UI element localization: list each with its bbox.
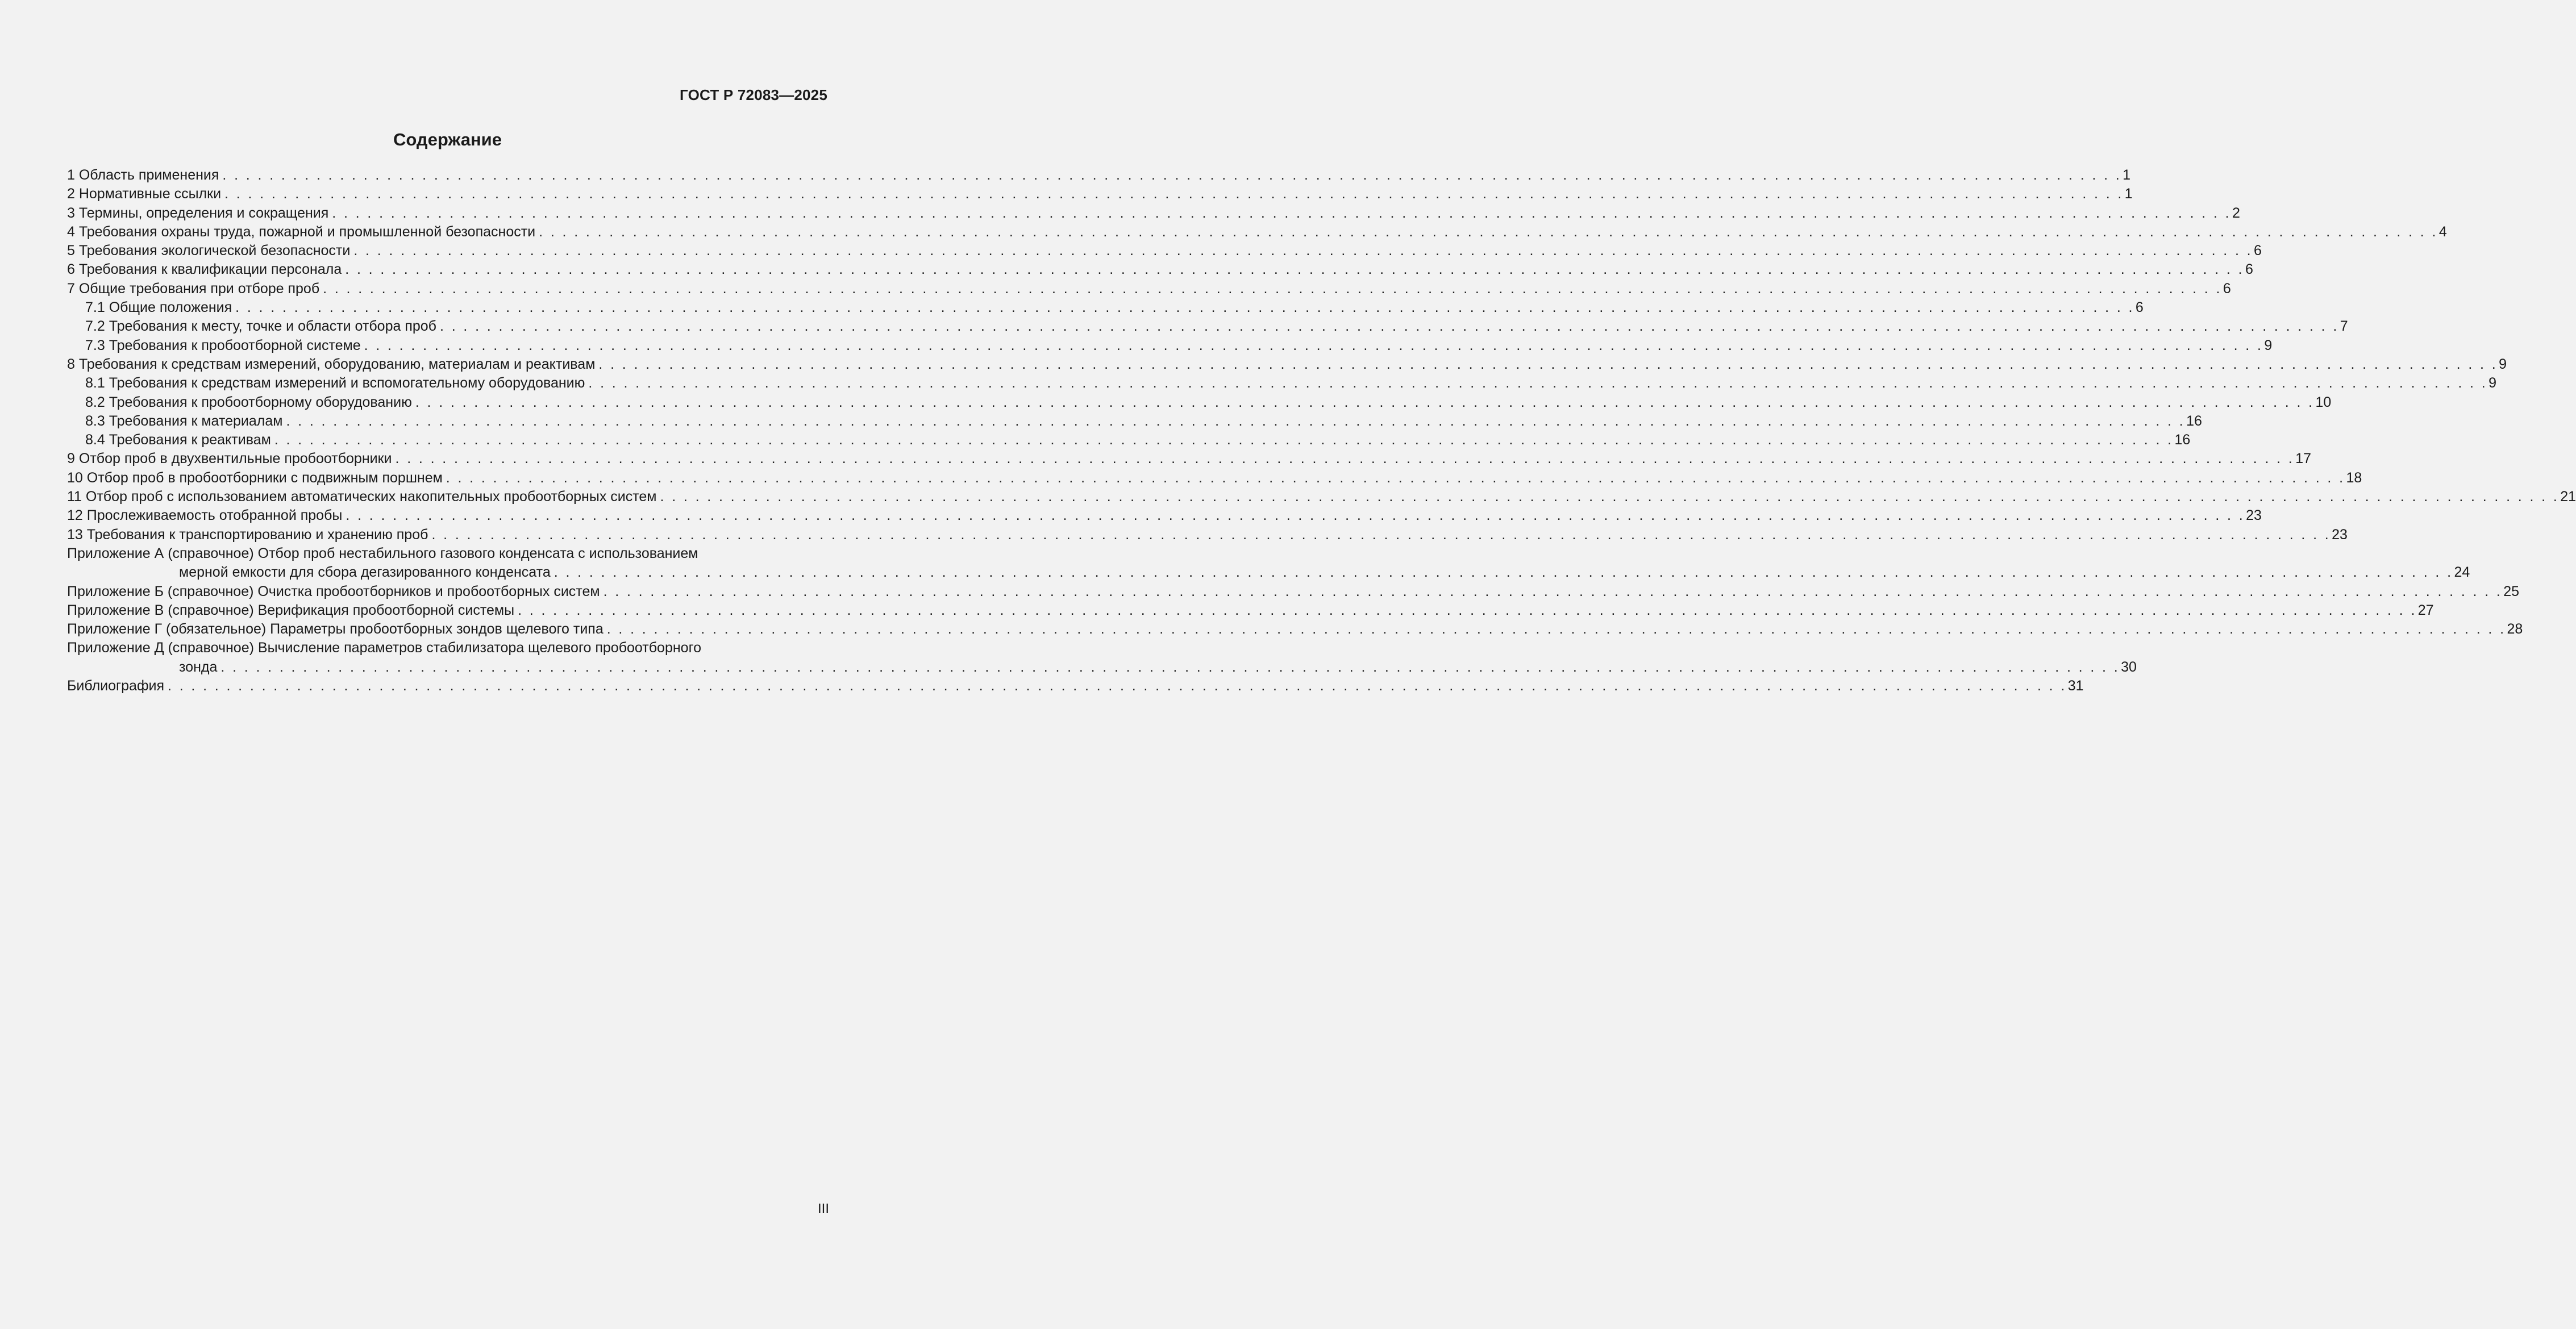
toc-dot-leader — [392, 449, 2295, 468]
toc-entry-page: 7 — [2340, 318, 2348, 335]
toc-entry-page: 4 — [2438, 223, 2447, 240]
toc-entry-page: 2 — [2232, 205, 2240, 221]
toc-entry-text: 12 Прослеживаемость отобранной пробы — [67, 507, 343, 524]
toc-subentry[interactable] — [67, 374, 2496, 393]
toc-dot-leader — [361, 336, 2263, 355]
toc-entry-page: 25 — [2503, 583, 2520, 599]
toc-entry-page: 23 — [2332, 526, 2348, 543]
toc-appendix-b[interactable] — [67, 582, 2520, 601]
toc-entry-text: 7 Общие требования при отборе проб — [67, 280, 320, 297]
toc-entry-text: Приложение Г (обязательное) Параметры пробоотборных зондов щелевого типа — [67, 621, 604, 638]
toc-dot-leader — [164, 677, 2067, 695]
toc-dot-leader — [282, 412, 2185, 431]
toc-entry-page: 16 — [2186, 413, 2202, 429]
toc-entry-text: 8.4 Требования к реактивам — [85, 432, 271, 448]
toc-entry-page: 6 — [2254, 243, 2262, 259]
toc-entry-text: 3 Термины, определения и сокращения — [67, 205, 329, 221]
toc-subentry[interactable] — [67, 431, 2191, 449]
toc-entry-page: 28 — [2507, 621, 2523, 638]
toc-entry-page: 9 — [2499, 356, 2507, 372]
toc-entry[interactable] — [67, 204, 2240, 223]
toc-dot-leader — [217, 658, 2120, 677]
toc-entry-text: 7.3 Требования к пробоотборной системе — [85, 337, 361, 353]
toc-dot-leader — [657, 488, 2560, 506]
toc-entry-page: 30 — [2121, 659, 2137, 675]
toc-entry-page: 6 — [2245, 261, 2253, 278]
toc-entry-text: Библиография — [67, 678, 165, 694]
toc-dot-leader — [535, 223, 2438, 241]
toc-dot-leader — [428, 526, 2331, 544]
toc-entry-page: 9 — [2264, 337, 2273, 353]
toc-entry-page: 21 — [2560, 489, 2576, 505]
toc-dot-leader — [342, 506, 2245, 525]
toc-dot-leader — [350, 241, 2253, 260]
toc-entry[interactable] — [67, 526, 2348, 544]
toc-entry-page: 16 — [2174, 432, 2191, 448]
page-number: III — [817, 1201, 829, 1216]
toc-dot-leader — [443, 469, 2345, 488]
toc-dot-leader — [221, 185, 2124, 203]
toc-entry-page: 18 — [2346, 469, 2362, 486]
toc-bibliography[interactable] — [67, 677, 2084, 695]
toc-entry[interactable] — [67, 280, 2231, 298]
toc-appendix-d[interactable] — [67, 639, 2137, 677]
toc-entry-text: Приложение В (справочное) Верификация пробоотборной системы — [67, 602, 515, 618]
toc-entry-page: 1 — [2123, 167, 2131, 183]
toc-entry-text: 9 Отбор проб в двухвентильные пробоотборники — [67, 451, 392, 467]
toc-dot-leader — [219, 166, 2121, 185]
toc-entry-text: 10 Отбор проб в пробоотборники с подвижным поршнем — [67, 469, 443, 486]
toc-title: Содержание — [393, 130, 502, 149]
toc-subentry[interactable] — [67, 336, 2273, 355]
toc-entry-page: 31 — [2067, 678, 2084, 694]
toc-dot-leader — [604, 620, 2506, 639]
toc-entry-page: 27 — [2417, 602, 2434, 618]
toc-entry[interactable] — [67, 223, 2447, 241]
toc-dot-leader — [551, 563, 2453, 582]
toc-entry-text: Приложение Д (справочное) Вычисление параметров стабилизатора щелевого пробоотборного — [67, 640, 702, 656]
toc-dot-leader — [271, 431, 2174, 449]
toc-dot-leader — [436, 317, 2339, 336]
toc-entry-text: 13 Требования к транспортированию и хранению проб — [67, 526, 428, 543]
toc-dot-leader — [585, 374, 2487, 393]
toc-subentry[interactable] — [67, 412, 2202, 431]
toc-appendix-g[interactable] — [67, 620, 2523, 639]
toc-subentry[interactable] — [67, 298, 2144, 317]
toc-entry-text: 4 Требования охраны труда, пожарной и промышленной безопасности — [67, 223, 536, 240]
toc-dot-leader — [319, 280, 2222, 298]
toc-entry-text-continued: зонда — [179, 659, 218, 675]
toc-dot-leader — [514, 601, 2417, 620]
toc-entry-text: 8.1 Требования к средствам измерений и вспомогательному оборудованию — [85, 375, 585, 391]
toc-entry[interactable] — [67, 185, 2133, 203]
toc-dot-leader — [342, 260, 2244, 279]
toc-entry-text: 1 Область применения — [67, 167, 219, 183]
toc-appendix-v[interactable] — [67, 601, 2434, 620]
toc-subentry[interactable] — [67, 393, 2332, 412]
toc-entry[interactable] — [67, 166, 2131, 185]
toc-entry[interactable] — [67, 469, 2362, 488]
toc-entry-text: 8 Требования к средствам измерений, оборудованию, материалам и реактивам — [67, 356, 596, 372]
toc-entry-text: 7.2 Требования к месту, точке и области отбора проб — [85, 318, 436, 335]
document-code: ГОСТ Р 72083—2025 — [680, 86, 827, 103]
toc-dot-leader — [328, 204, 2231, 223]
toc-dot-leader — [600, 582, 2503, 601]
toc-entry-text: 8.3 Требования к материалам — [85, 413, 283, 429]
toc-entry-text: 5 Требования экологической безопасности — [67, 243, 351, 259]
toc-entry-text: Приложение Б (справочное) Очистка пробоотборников и пробоотборных систем — [67, 583, 600, 599]
table-of-contents — [67, 166, 2576, 695]
toc-subentry[interactable] — [67, 317, 2348, 336]
toc-entry-text: 2 Нормативные ссылки — [67, 186, 222, 202]
toc-dot-leader — [232, 298, 2134, 317]
toc-entry-text: 8.2 Требования к пробоотборному оборудованию — [85, 394, 412, 410]
toc-appendix-a[interactable] — [67, 544, 2470, 582]
toc-entry-page: 24 — [2454, 564, 2470, 581]
toc-entry-page: 6 — [2135, 299, 2144, 316]
toc-entry-page: 17 — [2295, 451, 2312, 467]
toc-entry-text: Приложение А (справочное) Отбор проб нестабильного газового конденсата с использованием — [67, 545, 698, 561]
toc-entry-text-continued: мерной емкости для сбора дегазированного конденсата — [179, 564, 551, 581]
toc-dot-leader — [595, 355, 2498, 374]
toc-entry-page: 1 — [2124, 186, 2133, 202]
toc-entry-text: 11 Отбор проб с использованием автоматических накопительных пробоотборных систем — [67, 489, 657, 505]
toc-entry-page: 10 — [2315, 394, 2332, 410]
toc-entry[interactable] — [67, 355, 2507, 374]
toc-entry[interactable] — [67, 488, 2576, 506]
toc-entry[interactable] — [67, 449, 2312, 468]
toc-entry[interactable] — [67, 260, 2253, 279]
toc-entry[interactable] — [67, 506, 2262, 525]
toc-dot-leader — [412, 393, 2315, 412]
toc-entry[interactable] — [67, 241, 2262, 260]
toc-entry-page: 9 — [2488, 375, 2496, 391]
toc-entry-text: 7.1 Общие положения — [85, 299, 232, 316]
toc-entry-page: 6 — [2223, 280, 2231, 297]
toc-entry-page: 23 — [2246, 507, 2262, 524]
toc-entry-text: 6 Требования к квалификации персонала — [67, 261, 342, 278]
